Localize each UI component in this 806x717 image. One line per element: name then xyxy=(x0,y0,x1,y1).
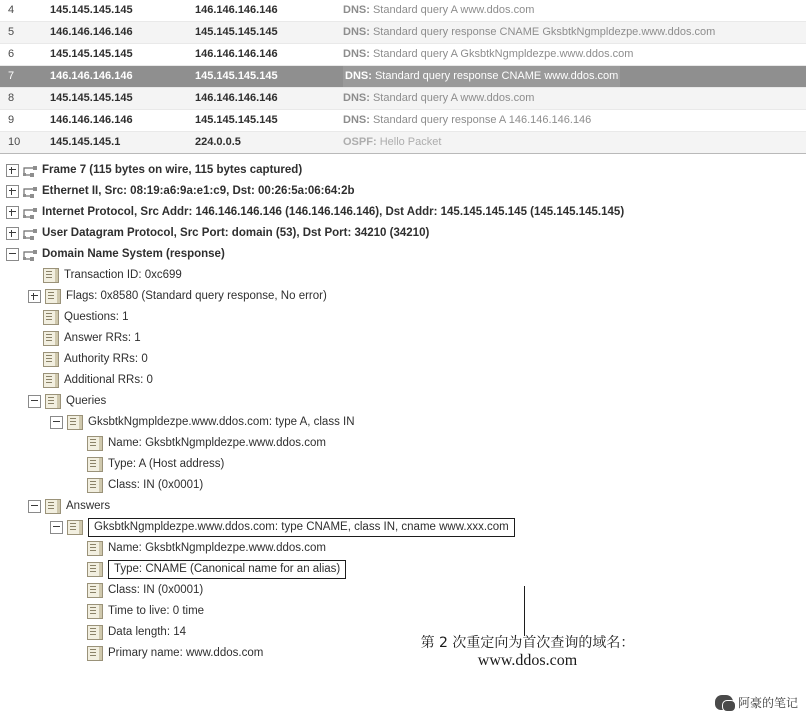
field-page-icon xyxy=(43,331,59,346)
packet-info xyxy=(343,44,633,65)
field-page-icon xyxy=(87,436,103,451)
collapse-icon[interactable] xyxy=(50,521,63,534)
packet-destination: 146.146.146.146 xyxy=(195,92,278,104)
field-page-icon xyxy=(87,604,103,619)
watermark xyxy=(715,694,798,711)
field-page-icon xyxy=(43,268,59,283)
field-page-icon xyxy=(87,457,103,472)
field-page-icon xyxy=(43,352,59,367)
wechat-icon xyxy=(715,695,733,710)
tree-node-label: Frame 7 (115 bytes on wire, 115 bytes captured) xyxy=(42,164,303,176)
tree-node[interactable] xyxy=(0,328,806,349)
packet-destination: 145.145.145.145 xyxy=(195,26,278,38)
tree-spacer xyxy=(72,543,83,554)
tree-node-label: Transaction ID: 0xc699 xyxy=(64,269,182,281)
field-page-icon xyxy=(45,499,61,514)
tree-node-label: Name: GksbtkNgmpldezpe.www.ddos.com xyxy=(108,542,326,554)
packet-number: 6 xyxy=(8,48,15,60)
tree-node[interactable] xyxy=(0,412,806,433)
tree-node[interactable] xyxy=(0,475,806,496)
packet-protocol: OSPF: xyxy=(343,136,377,148)
packet-info-text: Standard query A www.ddos.com xyxy=(372,92,535,104)
packet-info xyxy=(343,110,591,131)
packet-protocol: DNS: xyxy=(343,92,370,104)
field-page-icon xyxy=(87,583,103,598)
packet-info xyxy=(343,22,715,43)
annotation-line-1: 第 2 次重定向为首次查询的域名： xyxy=(420,635,635,651)
packet-number: 7 xyxy=(8,70,15,82)
packet-source: 145.145.145.1 xyxy=(50,136,121,148)
tree-node-label: Answer RRs: 1 xyxy=(64,332,141,344)
tree-node[interactable] xyxy=(0,202,806,223)
field-page-icon xyxy=(45,394,61,409)
tree-node-label: Data length: 14 xyxy=(108,626,187,638)
collapse-icon[interactable] xyxy=(6,248,19,261)
tree-spacer xyxy=(72,564,83,575)
table-row-selected[interactable] xyxy=(0,65,806,87)
protocol-branch-icon xyxy=(23,185,37,198)
expand-icon[interactable] xyxy=(6,206,19,219)
field-page-icon xyxy=(43,373,59,388)
packet-destination: 224.0.0.5 xyxy=(195,136,241,148)
table-row[interactable] xyxy=(0,21,806,43)
protocol-branch-icon xyxy=(23,206,37,219)
annotation-leader-line xyxy=(524,586,525,636)
packet-info xyxy=(343,88,534,109)
field-page-icon xyxy=(87,541,103,556)
tree-node-label: Authority RRs: 0 xyxy=(64,353,148,365)
packet-source: 146.146.146.146 xyxy=(50,26,133,38)
packet-destination: 145.145.145.145 xyxy=(195,70,278,82)
annotation-text xyxy=(395,632,660,670)
tree-node[interactable] xyxy=(0,307,806,328)
packet-info-text: Standard query response CNAME www.ddos.com xyxy=(374,70,619,82)
field-page-icon xyxy=(87,625,103,640)
packet-protocol: DNS: xyxy=(343,114,370,126)
packet-protocol: DNS: xyxy=(343,26,370,38)
tree-node-label: Domain Name System (response) xyxy=(42,248,225,260)
packet-info xyxy=(343,66,620,87)
packet-destination: 145.145.145.145 xyxy=(195,114,278,126)
tree-spacer xyxy=(28,375,39,386)
tree-spacer xyxy=(28,354,39,365)
tree-node[interactable] xyxy=(0,223,806,244)
field-page-icon xyxy=(43,310,59,325)
protocol-branch-icon xyxy=(23,248,37,261)
protocol-branch-icon xyxy=(23,227,37,240)
tree-node-label: Name: GksbtkNgmpldezpe.www.ddos.com xyxy=(108,437,326,449)
packet-source: 145.145.145.145 xyxy=(50,92,133,104)
collapse-icon[interactable] xyxy=(28,395,41,408)
packet-info xyxy=(343,132,441,153)
tree-node[interactable] xyxy=(0,160,806,181)
packet-source: 146.146.146.146 xyxy=(50,114,133,126)
packet-source: 145.145.145.145 xyxy=(50,48,133,60)
packet-number: 4 xyxy=(8,4,15,16)
packet-destination: 146.146.146.146 xyxy=(195,4,278,16)
tree-node[interactable] xyxy=(0,538,806,559)
tree-node[interactable] xyxy=(0,286,806,307)
packet-number: 8 xyxy=(8,92,15,104)
tree-spacer xyxy=(28,333,39,344)
packet-number: 5 xyxy=(8,26,15,38)
packet-info-text: Standard query A GksbtkNgmpldezpe.www.ddos.com xyxy=(372,48,634,60)
expand-icon[interactable] xyxy=(28,290,41,303)
tree-node[interactable] xyxy=(0,370,806,391)
packet-destination: 146.146.146.146 xyxy=(195,48,278,60)
packet-info-text: Hello Packet xyxy=(379,136,442,148)
tree-spacer xyxy=(28,270,39,281)
tree-node-label: Class: IN (0x0001) xyxy=(108,479,204,491)
field-page-icon xyxy=(67,415,83,430)
tree-node[interactable] xyxy=(0,391,806,412)
tree-node[interactable] xyxy=(0,559,806,580)
packet-list[interactable] xyxy=(0,0,806,154)
tree-node-label: Flags: 0x8580 (Standard query response, No error) xyxy=(66,290,327,302)
tree-spacer xyxy=(28,312,39,323)
tree-node-label: Additional RRs: 0 xyxy=(64,374,153,386)
tree-node-label: Class: IN (0x0001) xyxy=(108,584,204,596)
tree-node[interactable] xyxy=(0,244,806,265)
tree-node-label: Type: CNAME (Canonical name for an alias) xyxy=(108,560,346,579)
tree-node[interactable] xyxy=(0,580,806,601)
tree-node-label: Primary name: www.ddos.com xyxy=(108,647,264,659)
tree-node[interactable] xyxy=(0,601,806,622)
field-page-icon xyxy=(45,289,61,304)
expand-icon[interactable] xyxy=(6,185,19,198)
tree-spacer xyxy=(72,627,83,638)
packet-info-text: Standard query A www.ddos.com xyxy=(372,4,535,16)
tree-spacer xyxy=(72,438,83,449)
tree-node-label: Ethernet II, Src: 08:19:a6:9a:e1:c9, Dst: 00:26:5a:06:64:2b xyxy=(42,185,355,197)
tree-node-label: Answers xyxy=(66,500,111,512)
tree-node[interactable] xyxy=(0,433,806,454)
annotation-line-2: www.ddos.com xyxy=(477,652,578,669)
tree-spacer xyxy=(72,606,83,617)
table-row[interactable] xyxy=(0,109,806,131)
packet-source: 146.146.146.146 xyxy=(50,70,133,82)
packet-info-text: Standard query response CNAME GksbtkNgmpldezpe.www.ddos.com xyxy=(372,26,716,38)
field-page-icon xyxy=(87,646,103,661)
packet-protocol: DNS: xyxy=(343,48,370,60)
tree-node[interactable] xyxy=(0,349,806,370)
collapse-icon[interactable] xyxy=(28,500,41,513)
table-row[interactable] xyxy=(0,87,806,109)
tree-node[interactable] xyxy=(0,517,806,538)
tree-spacer xyxy=(72,459,83,470)
packet-number: 9 xyxy=(8,114,15,126)
watermark-label: 阿豪的笔记 xyxy=(737,696,798,710)
packet-info-text: Standard query response A 146.146.146.146 xyxy=(372,114,592,126)
tree-node-label: GksbtkNgmpldezpe.www.ddos.com: type CNAME, class IN, cname www.xxx.com xyxy=(88,518,515,537)
tree-node-label: Type: A (Host address) xyxy=(108,458,225,470)
tree-node[interactable] xyxy=(0,181,806,202)
tree-node-label: User Datagram Protocol, Src Port: domain (53), Dst Port: 34210 (34210) xyxy=(42,227,430,239)
expand-icon[interactable] xyxy=(6,164,19,177)
tree-node-label: Queries xyxy=(66,395,107,407)
collapse-icon[interactable] xyxy=(50,416,63,429)
tree-node-label: GksbtkNgmpldezpe.www.ddos.com: type A, class IN xyxy=(88,416,355,428)
packet-detail-tree[interactable] xyxy=(0,154,806,664)
packet-number: 10 xyxy=(8,136,21,148)
packet-source: 145.145.145.145 xyxy=(50,4,133,16)
tree-node[interactable] xyxy=(0,496,806,517)
tree-node-label: Questions: 1 xyxy=(64,311,129,323)
table-row[interactable] xyxy=(0,131,806,153)
table-row[interactable] xyxy=(0,0,806,21)
tree-node-label: Time to live: 0 time xyxy=(108,605,205,617)
field-page-icon xyxy=(87,478,103,493)
protocol-branch-icon xyxy=(23,164,37,177)
field-page-icon xyxy=(87,562,103,577)
tree-node[interactable] xyxy=(0,265,806,286)
tree-node-label: Internet Protocol, Src Addr: 146.146.146.146 (146.146.146.146), Dst Addr: 145.145.145.145 (145.145.145.145) xyxy=(42,206,625,218)
tree-spacer xyxy=(72,585,83,596)
tree-spacer xyxy=(72,480,83,491)
tree-node[interactable] xyxy=(0,454,806,475)
tree-spacer xyxy=(72,648,83,659)
table-row[interactable] xyxy=(0,43,806,65)
expand-icon[interactable] xyxy=(6,227,19,240)
packet-info xyxy=(343,0,534,21)
packet-protocol: DNS: xyxy=(343,4,370,16)
field-page-icon xyxy=(67,520,83,535)
packet-protocol: DNS: xyxy=(345,70,372,82)
